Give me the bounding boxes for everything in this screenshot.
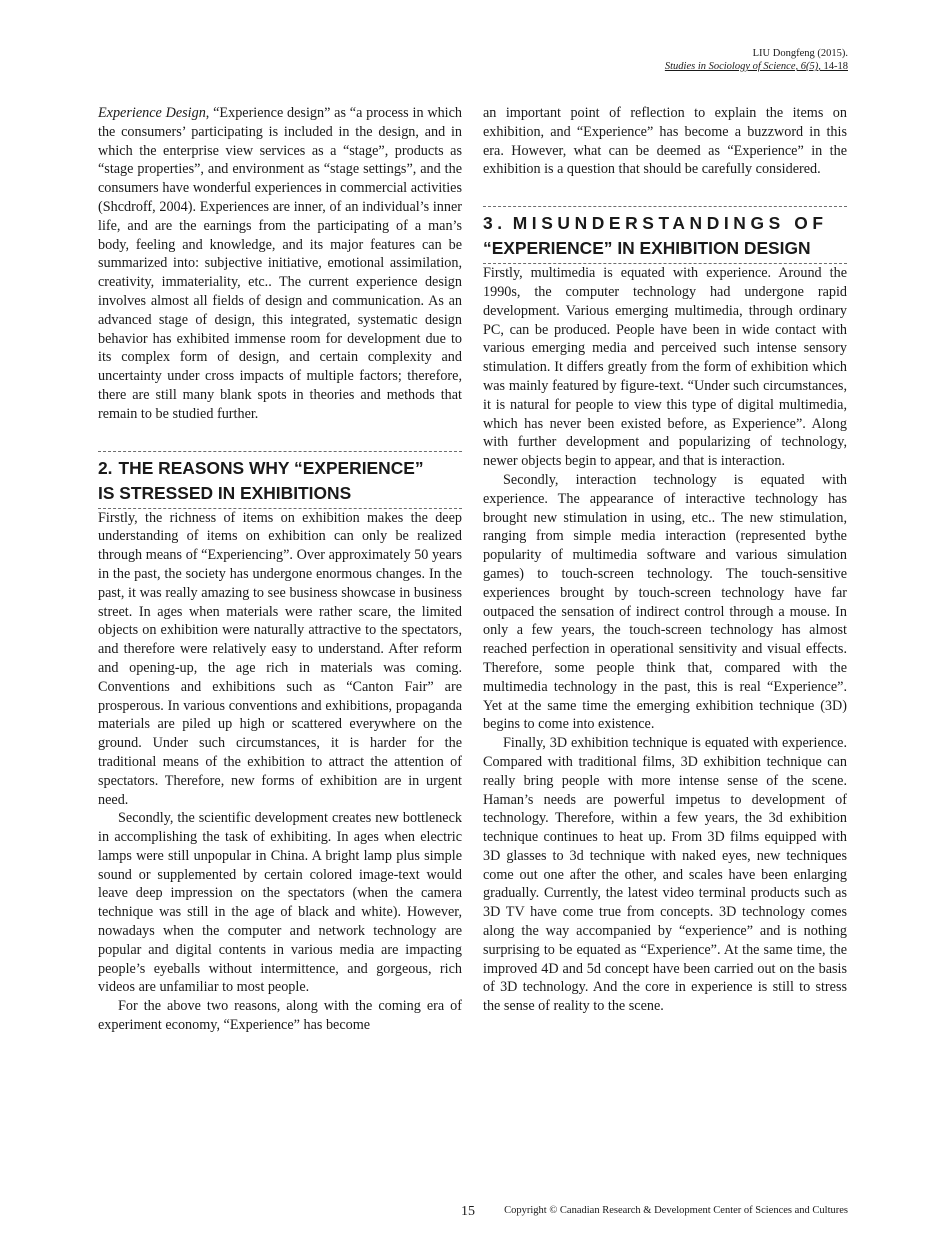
section-title-line1: THE REASONS WHY “EXPERIENCE” xyxy=(118,457,424,478)
paragraph-text: , “Experience design” as “a process in which the consumers’ participating is included in the design, and in which the enterprise view services as a “stage”, products as “stage properties”, and environment as “stage settings”, and the consumers have wonderful experiences in commercial activities (Shcdroff, 2004). Experiences are inner, of an individual’s inner life, and are the earnings from the participating of a man’s body, feeling and knowledge, and its major features can be summarized into: subjective initiative, emotional assimilation, creativity, immateriality, etc.. The current experience design involves almost all fields of design and communication. As an advanced stage of design, this integrated, systematic design behavior has exhibited immense room for development due to its complex form of design, and certain complexity and uncertainty under cross impacts of multiple factors; therefore, there are still many blank spots in theories and methods that remain to be studied further. xyxy=(98,105,463,422)
section-title-line2: IS STRESSED IN EXHIBITIONS xyxy=(98,482,352,503)
header-journal-name: Studies in Sociology of Science, 6 xyxy=(664,61,806,72)
paragraph: Firstly, multimedia is equated with experience. Around the 1990s, the computer technology had undergone rapid development. Various emerging multimedia, through ordinary PC, can be produced. People have been in wide contact with various emerging media and perceived such intense sensory stimulation. It differs greatly from the form of exhibition which was mainly featured by figure-text. “Under such circumstances, it is natural for people to view this type of digital multimedia, which has never been existed before, as Experience”. Along with further development and popularizing of technology, newer objects begin to appear, and that is interaction. xyxy=(483,265,847,470)
paragraph: Firstly, the richness of items on exhibition makes the deep understanding of items on exhibition can only be realized through means of “Experiencing”. Over approximately 50 years in the past, the society has undergone enormous changes. In the past, it was really amazing to see business showcase in business street. In ages when materials were rather scare, the limited objects on exhibition were naturally attractive to the spectators, and therefore were relatively easy to understand. After reform and opening-up, the age rich in materials was coming. Conventions and exhibitions such as “Canton Fair” are prosperous. In various conventions and exhibitions, propaganda materials are piled up high or scattered everywhere on the ground. Under such circumstances, it is harder for the traditional means of the exhibition to attract the attention of spectators. Therefore, new forms of exhibition are in urgent need. xyxy=(98,509,462,808)
section-title-line2: “EXPERIENCE” IN EXHIBITION DESIGN xyxy=(483,238,811,259)
term-italic: Experience Design xyxy=(98,105,206,121)
paragraph xyxy=(98,104,462,424)
paragraph: Secondly, the scientific development creates new bottleneck in accomplishing the task of exhibiting. In ages when electric lamps were still unpopular in China. A bright lamp plus simple sound or supplemented by certain colored image-text would leave deep impression on the spectators (when the camera technique was still in the age of black and white). However, nowadays when the computer and network technology are popular and digital contents in various media are impacting people’s eyeballs without intermittence, and gorgeous, rich videos are unfamiliar to most people. xyxy=(98,810,462,996)
running-header xyxy=(665,47,848,73)
paragraph: Finally, 3D exhibition technique is equated with experience. Compared with traditional films, 3D exhibition technique can really bring people with more intense sense of the scene. Haman’s needs are powerful impetus to development of technology. Therefore, within a few years, the 3d exhibition technique continues to heat up. From 3D films equipped with 3D glasses to 3d technique with naked eyes, new techniques come out one after the other, and scales have been enlarging gradually. Currently, the latest video terminal products such as 3D TV have come true from concepts. 3D technology comes along the way accompanied by “experience” and is nothing surprising to be equated as “Experience”. At the same time, the improved 4D and 5d concept have been carried out on the basis of 3D technology. And the core in experience is still to stress the sense of reality to the scene. xyxy=(483,735,847,1015)
header-journal xyxy=(665,60,848,73)
section-number: 2. xyxy=(98,457,113,478)
header-issue: (5) xyxy=(806,61,819,72)
paragraph: For the above two reasons, along with the coming era of experiment economy, “Experience” has become xyxy=(98,998,462,1034)
right-column xyxy=(483,104,847,1016)
section-heading-3 xyxy=(483,206,847,264)
header-citation: LIU Dongfeng (2015). xyxy=(752,48,848,59)
left-column xyxy=(98,104,462,1035)
paragraph: an important point of reflection to explain the items on exhibition, and “Experience” has become a buzzword in this era. However, what can be deemed as “Experience” in the exhibition is a question that should be carefully considered. xyxy=(483,105,847,178)
section-heading-2 xyxy=(98,451,462,509)
copyright-notice: Copyright © Canadian Research & Development Center of Sciences and Cultures xyxy=(504,1205,848,1216)
header-pages: , 14-18 xyxy=(818,61,848,72)
paragraph: Secondly, interaction technology is equated with experience. The appearance of interactive technology has brought new stimulation in using, etc.. The new stimulation, ranging from simple media interaction (represented bythe popularity of multimedia software and various simulation games) to touch-screen technology. The touch-sensitive experiences brought by touch-screen technology have far outpaced the sensation of indirect control through a mouse. In only a few years, the touch-screen technology has almost reached perfection in operational sensitivity and visual effects. Therefore, some people think that, compared with the multimedia technology in the past, this is real “Experience”. Yet at the same time the emerging exhibition technique (3D) begins to come into existence. xyxy=(483,471,847,733)
section-title-line1: MISUNDERSTANDINGS OF xyxy=(512,213,828,234)
page-number: 15 xyxy=(461,1204,475,1219)
section-number: 3. xyxy=(483,213,507,234)
